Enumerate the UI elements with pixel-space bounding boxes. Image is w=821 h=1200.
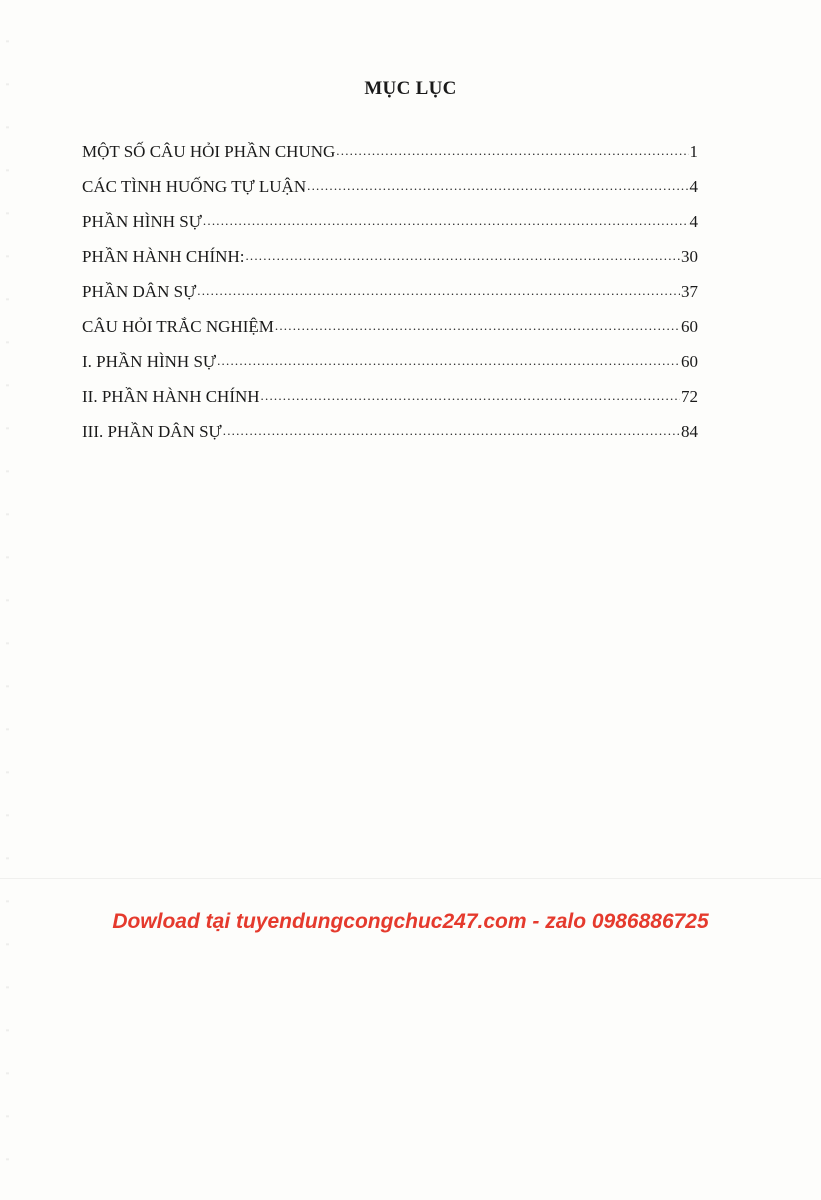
toc-leader-dots (275, 315, 680, 332)
toc-entry-page: 4 (689, 177, 698, 196)
toc-leader-dots (261, 385, 680, 402)
toc-entry[interactable] (82, 280, 698, 315)
toc-entry[interactable] (82, 350, 698, 385)
toc-entry-page: 4 (689, 212, 698, 231)
toc-entry-label: II. PHẦN HÀNH CHÍNH (82, 387, 260, 406)
toc-entry-label: PHẦN HÌNH SỰ (82, 212, 202, 231)
toc-leader-dots (336, 140, 688, 157)
toc-leader-dots (203, 210, 689, 227)
toc-leader-dots (307, 175, 688, 192)
toc-entry-page: 30 (681, 247, 698, 266)
scan-edge-artifact (6, 0, 9, 1200)
toc-leader-dots (223, 420, 680, 437)
toc-entry-label: CÂU HỎI TRẮC NGHIỆM (82, 317, 274, 336)
download-watermark: Dowload tại tuyendungcongchuc247.com - zalo 0986886725 (112, 910, 709, 933)
toc-entry-page: 72 (681, 387, 698, 406)
toc-entry-label: PHẦN DÂN SỰ (82, 282, 197, 301)
toc-entry-label: MỘT SỐ CÂU HỎI PHẦN CHUNG (82, 142, 336, 161)
toc-entry-page: 84 (681, 422, 698, 441)
toc-entry[interactable] (82, 385, 698, 420)
toc-leader-dots (245, 245, 680, 262)
page-title: MỤC LỤC (364, 78, 457, 99)
toc-entry[interactable] (82, 245, 698, 280)
toc-entry[interactable] (82, 175, 698, 210)
toc-entry[interactable] (82, 420, 698, 455)
toc-entry-page: 1 (689, 142, 698, 161)
toc-entry-label: I. PHẦN HÌNH SỰ (82, 352, 217, 371)
toc-leader-dots (217, 350, 680, 367)
table-of-contents (82, 140, 698, 455)
toc-entry[interactable] (82, 140, 698, 175)
toc-entry-page: 60 (681, 352, 698, 371)
page-fold-line (0, 878, 821, 879)
toc-entry-label: PHẦN HÀNH CHÍNH: (82, 247, 245, 266)
toc-entry-page: 37 (681, 282, 698, 301)
toc-entry[interactable] (82, 315, 698, 350)
toc-entry-label: III. PHẦN DÂN SỰ (82, 422, 222, 441)
toc-entry-page: 60 (681, 317, 698, 336)
toc-entry[interactable] (82, 210, 698, 245)
toc-leader-dots (197, 280, 680, 297)
toc-entry-label: CÁC TÌNH HUỐNG TỰ LUẬN (82, 177, 307, 196)
